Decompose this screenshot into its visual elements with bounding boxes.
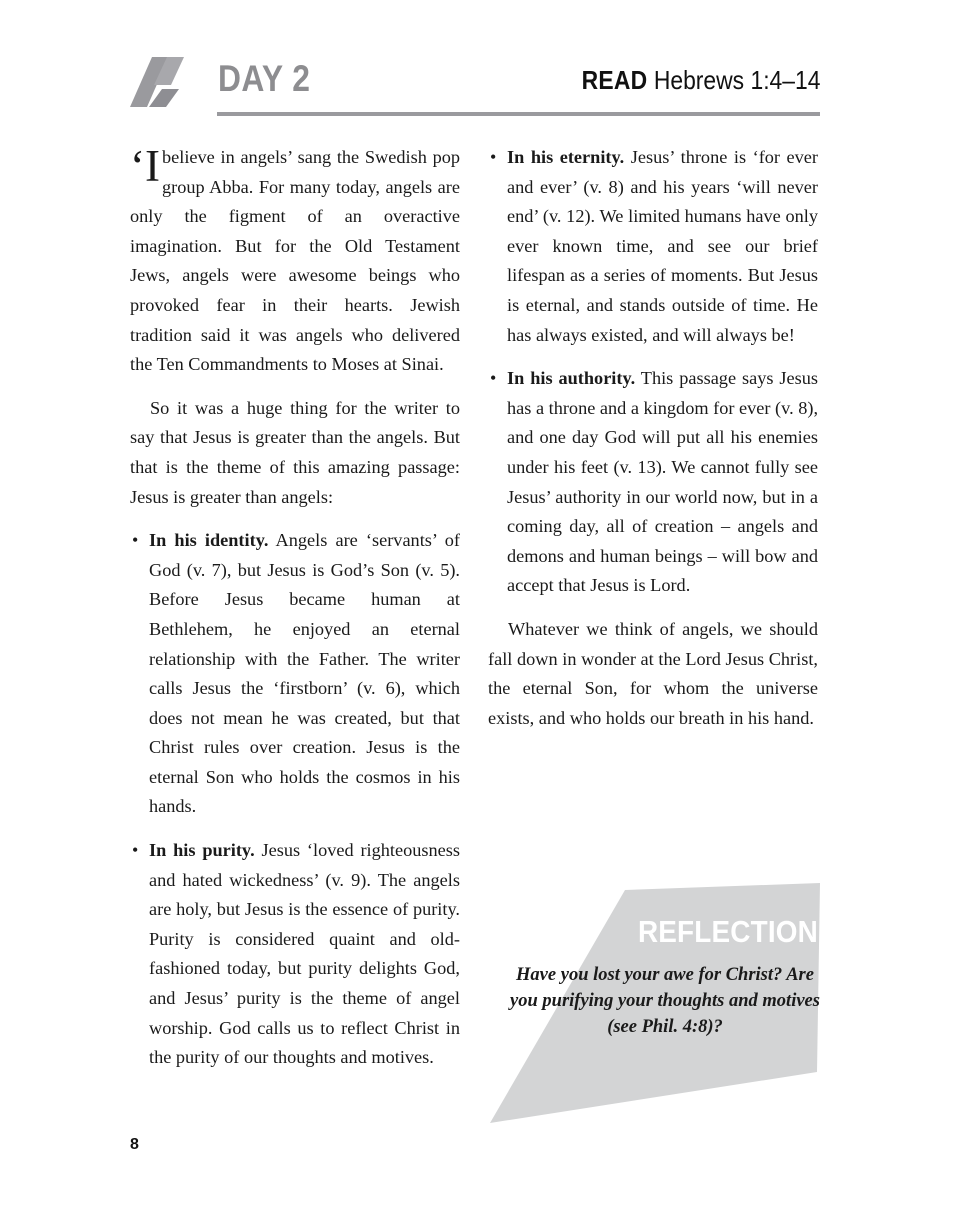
read-label: READ xyxy=(581,65,648,95)
right-bullet-list xyxy=(488,143,818,601)
opening-paragraph xyxy=(130,143,460,380)
bullet-lead-in: In his identity. xyxy=(149,530,269,551)
bullet-text: Angels are ‘servants’ of God (v. 7), but Jesus is God’s Son (v. 5). Before Jesus became human at Bethlehem, he enjoyed an eternal relationship with the Father. The writer calls Jesus the ‘firstborn’ (v. 6), which does not mean he was created, but that Christ rules over creation. Jesus is the eternal Son who holds the cosmos in his hands. xyxy=(149,530,460,817)
page-header xyxy=(130,55,820,125)
right-column xyxy=(488,143,818,733)
reflection-heading: REFLECTION xyxy=(637,914,818,949)
bullet-text: This passage says Jesus has a throne and a kingdom for ever (v. 8), and one day God will put all his enemies under his feet (v. 13). We cannot fully see Jesus’ authority in our world now, but in a coming day, all of creation – angels and demons and human beings – will bow and accept that Jesus is Lord. xyxy=(507,368,819,596)
reflection-body: Have you lost your awe for Christ? Are you purifying your thoughts and motives (see Phil. 4:8)? xyxy=(510,965,820,1037)
drop-cap: ‘I xyxy=(130,141,160,191)
read-reference xyxy=(581,65,820,96)
paragraph-2: So it was a huge thing for the writer to say that Jesus is greater than the angels. But that is the theme of this amazing passage: Jesus is greater than angels: xyxy=(130,397,460,507)
left-bullet-list xyxy=(130,526,460,1073)
bullet-lead-in: In his authority. xyxy=(507,368,636,389)
list-item xyxy=(488,364,818,601)
opening-quote: ‘ xyxy=(130,141,145,191)
list-item xyxy=(130,526,460,822)
read-passage: Hebrews 1:4–14 xyxy=(653,65,820,95)
list-item xyxy=(130,836,460,1073)
bullet-lead-in: In his purity. xyxy=(149,840,255,861)
page-title: DAY 2 xyxy=(218,58,311,99)
bullet-lead-in: In his eternity. xyxy=(507,147,625,167)
bullet-text: Jesus ‘loved righteousness and hated wickedness’ (v. 9). The angels are holy, but Jesus is the essence of purity. Purity is considered quaint and old-fashioned today, but purity delights God, and Jesus’ purity is the theme of angel worship. God calls us to reflect Christ in the purity of our thoughts and motives. xyxy=(149,840,460,1068)
header-divider xyxy=(217,112,820,116)
day-logo-icon xyxy=(130,55,208,117)
reflection-panel xyxy=(470,870,840,1140)
opening-paragraph-text: believe in angels’ sang the Swedish pop group Abba. For many today, angels are only the figment of an overactive imagination. But for the Old Testament Jews, angels were awesome beings who provoked fear in their hearts. Jewish tradition said it was angels who delivered the Ten Commandments to Moses at Sinai. xyxy=(130,147,460,375)
bullet-text: Jesus’ throne is ‘for ever and ever’ (v. 8) and his years ‘will never end’ (v. 12). We limited humans have only ever known time, and see our brief lifespan as a series of moments. But Jesus is eternal, and stands outside of time. He has always existed, and will always be! xyxy=(507,147,819,345)
page-number: 8 xyxy=(130,1136,139,1153)
closing-paragraph: Whatever we think of angels, we should fall down in wonder at the Lord Jesus Christ, the eternal Son, for whom the universe exists, and who holds our breath in his hand. xyxy=(488,618,818,728)
list-item xyxy=(488,143,818,350)
left-column xyxy=(130,143,460,1073)
